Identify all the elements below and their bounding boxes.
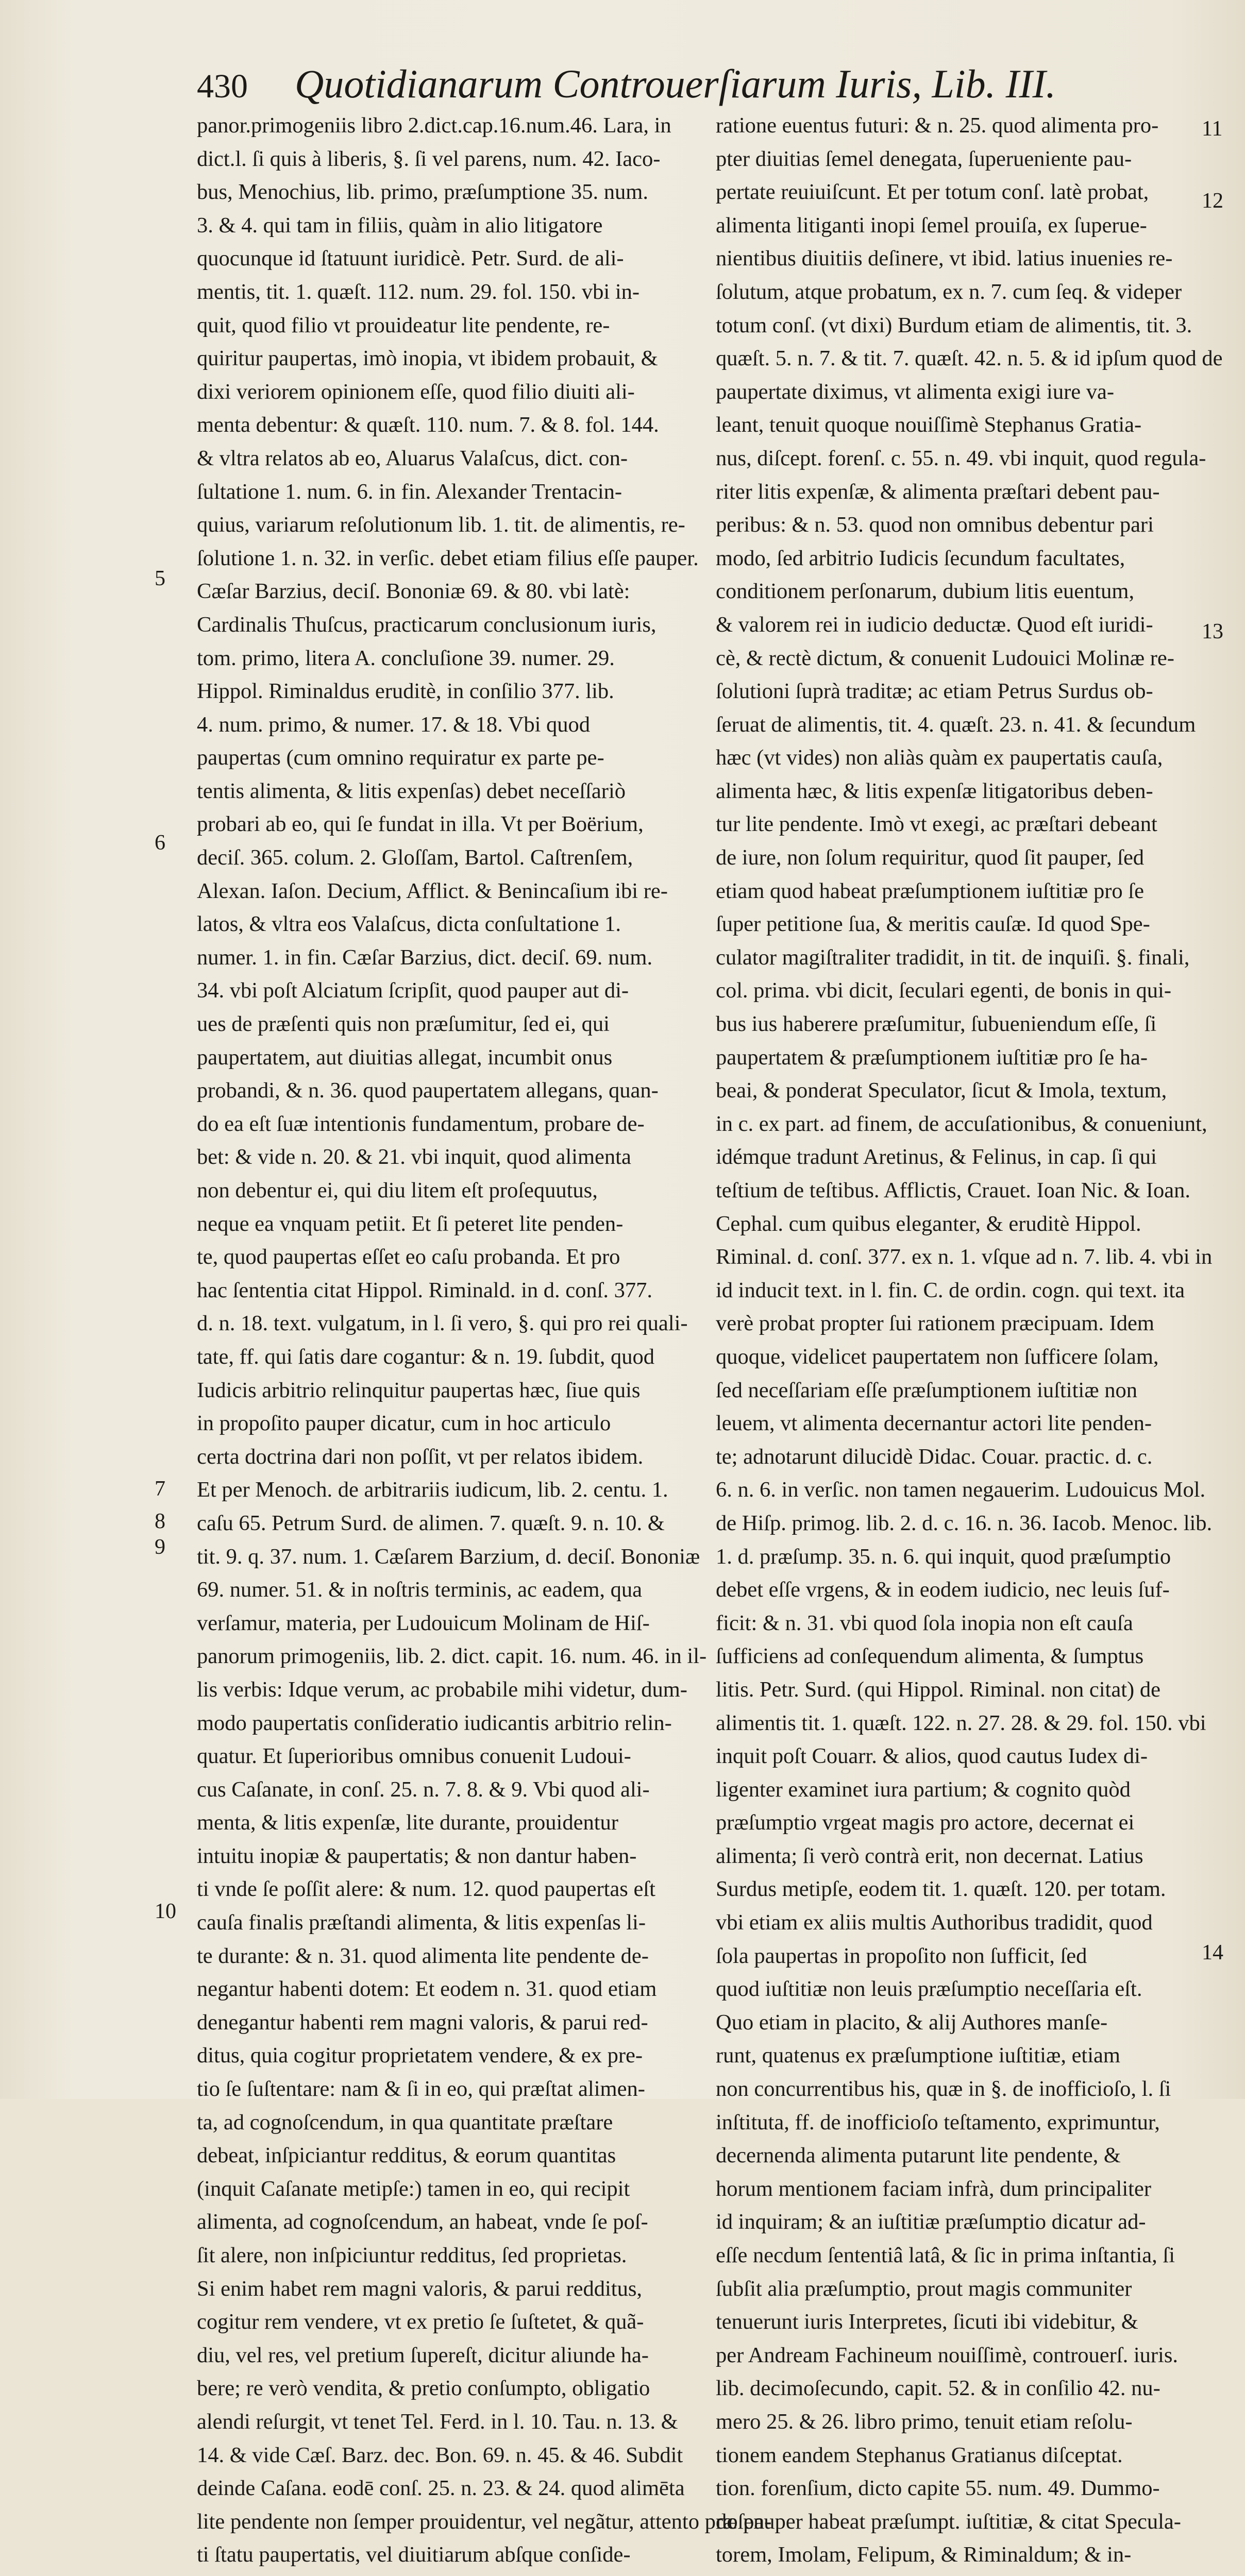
page-header: [197, 61, 1083, 112]
text-line: nus, diſcept. forenſ. c. 55. n. 49. vbi inquit, quod regula-: [716, 446, 1206, 470]
text-line: negantur habenti dotem: Et eodem n. 31. quod etiam: [197, 1977, 657, 2002]
text-line: idémque tradunt Aretinus, & Felinus, in cap. ſi qui: [716, 1145, 1157, 1170]
margin-number: 14: [1202, 1941, 1223, 1964]
text-line: de iure, non ſolum requiritur, quod ſit pauper, ſed: [716, 845, 1145, 870]
text-line: Hippol. Riminaldus eruditè, in conſilio 377. lib.: [197, 679, 614, 704]
text-line: tion. forenſium, dicto capite 55. num. 49. Dummo-: [716, 2476, 1160, 2501]
text-line: non concurrentibus his, quæ in §. de inofficioſo, l. ſi: [716, 2077, 1171, 2102]
text-line: Quo etiam in placito, & alij Authores manſe-: [716, 2010, 1108, 2035]
text-line: debeat, inſpiciantur redditus, & eorum quantitas: [197, 2143, 616, 2168]
text-line: non debentur ei, qui diu litem eſt proſequutus,: [197, 1178, 598, 1202]
text-line: paupertas (cum omnino requiratur ex parte pe-: [197, 745, 604, 770]
margin-number: 12: [1202, 189, 1223, 213]
text-line: hæc (vt vides) non aliàs quàm ex paupertatis cauſa,: [716, 745, 1163, 770]
text-line: deciſ. 365. colum. 2. Gloſſam, Bartol. Caſtrenſem,: [197, 845, 633, 870]
text-line: inſtituta, ff. de inofficioſo teſtamento, exprimuntur,: [716, 2110, 1160, 2134]
text-line: tenuerunt iuris Interpretes, ſicuti ibi videbitur, &: [716, 2310, 1138, 2334]
text-line: lite pendente non ſemper prouidentur, vel negãtur, attento præſen-: [197, 2509, 772, 2534]
text-line: pter diuitias ſemel denegata, ſuperueniente pau-: [716, 146, 1132, 171]
text-line: totum conſ. (vt dixi) Burdum etiam de alimentis, tit. 3.: [716, 313, 1192, 337]
text-line: d. n. 18. text. vulgatum, in l. ſi vero, §. qui pro rei quali-: [197, 1311, 688, 1336]
text-line: ratione euentus futuri: & n. 25. quod alimenta pro-: [716, 113, 1159, 138]
text-line: beai, & ponderat Speculator, ſicut & Imola, textum,: [716, 1078, 1167, 1103]
text-line: diu, vel res, vel pretium ſupereſt, dicitur aliunde ha-: [197, 2343, 649, 2367]
text-line: decernenda alimenta putarunt lite pendente, &: [716, 2143, 1121, 2168]
text-line: 3. & 4. qui tam in filiis, quàm in alio litigatore: [197, 213, 603, 238]
text-line: & vltra relatos ab eo, Aluarus Valaſcus, dict. con-: [197, 446, 628, 470]
text-line: runt, quatenus ex præſumptione iuſtitiæ, etiam: [716, 2043, 1120, 2068]
text-line: quatur. Et ſuperioribus omnibus conuenit Ludoui-: [197, 1744, 631, 1769]
text-line: vbi etiam ex aliis multis Authoribus tradidit, quod: [716, 1910, 1153, 1935]
text-line: culator magiſtraliter tradidit, in tit. de inquiſi. §. finali,: [716, 945, 1190, 970]
text-line: ligenter examinet iura partium; & cognito quòd: [716, 1777, 1131, 1802]
text-line: horum mentionem faciam infrà, dum principaliter: [716, 2176, 1151, 2201]
text-line: debet eſſe vrgens, & in eodem iudicio, nec leuis ſuf-: [716, 1578, 1170, 1602]
margin-number: 13: [1202, 620, 1223, 643]
text-line: (inquit Caſanate metipſe:) tamen in eo, qui recipit: [197, 2176, 630, 2201]
text-line: teſtium de teſtibus. Afflictis, Crauet. Ioan Nic. & Ioan.: [716, 1178, 1191, 1202]
text-line: bere; re verò vendita, & pretio conſumpto, obligatio: [197, 2376, 650, 2401]
text-line: torem, Imolam, Felipum, & Riminaldum; & in-: [716, 2543, 1132, 2567]
text-line: Et per Menoch. de arbitrariis iudicum, lib. 2. centu. 1.: [197, 1478, 668, 1502]
text-line: menta debentur: & quæſt. 110. num. 7. & 8. fol. 144.: [197, 413, 659, 437]
text-line: ditus, quia cogitur proprietatem vendere, & ex pre-: [197, 2043, 643, 2068]
text-line: intuitu inopiæ & paupertatis; & non dantur haben-: [197, 1843, 637, 1868]
text-line: ficit: & n. 31. vbi quod ſola inopia non eſt cauſa: [716, 1611, 1133, 1635]
text-line: alimenta hæc, & litis expenſæ litigatoribus deben-: [716, 778, 1153, 803]
left-text-column: [197, 109, 772, 2567]
text-line: bet: & vide n. 20. & 21. vbi inquit, quod alimenta: [197, 1145, 631, 1170]
text-line: Si enim habet rem magni valoris, & parui redditus,: [197, 2276, 642, 2301]
text-line: quod iuſtitiæ non leuis præſumptio neceſſaria eſt.: [716, 1977, 1142, 2002]
text-line: dixi veriorem opinionem eſſe, quod filio diuiti ali-: [197, 379, 635, 404]
text-line: ſola paupertas in propoſito non ſufficit, ſed: [716, 1943, 1087, 1968]
text-line: ſeruat de alimentis, tit. 4. quæſt. 23. n. 41. & ſecundum: [716, 712, 1196, 737]
text-line: probandi, & n. 36. quod paupertatem allegans, quan-: [197, 1078, 659, 1103]
text-line: quit, quod filio vt prouideatur lite pendente, re-: [197, 313, 610, 337]
text-line: tentis alimenta, & litis expenſas) debet neceſſariò: [197, 778, 626, 803]
text-line: pertate reuiuiſcunt. Et per totum conſ. latè probat,: [716, 180, 1149, 205]
text-line: ſuper petitione ſua, & meritis cauſæ. Id quod Spe-: [716, 912, 1150, 937]
text-line: modo, ſed arbitrio Iudicis ſecundum facultates,: [716, 546, 1125, 570]
text-line: alimenta; ſi verò contrà erit, non decernat. Latius: [716, 1843, 1143, 1868]
text-line: lis verbis: Idque verum, ac probabile mihi videtur, dum-: [197, 1677, 687, 1702]
text-line: 1. d. præſump. 35. n. 6. qui inquit, quod præſumptio: [716, 1544, 1171, 1569]
text-line: conditionem perſonarum, dubium litis euentum,: [716, 579, 1135, 604]
text-line: 14. & vide Cæſ. Barz. dec. Bon. 69. n. 45. & 46. Subdit: [197, 2443, 683, 2467]
text-line: dict.l. ſi quis à liberis, §. ſi vel parens, num. 42. Iaco-: [197, 146, 661, 171]
running-title: Quotidianarum Controuerſiarum Iuris, Lib. III.: [295, 61, 1056, 106]
text-line: litis. Petr. Surd. (qui Hippol. Riminal. non citat) de: [716, 1677, 1160, 1702]
text-line: tom. primo, litera A. concluſione 39. numer. 29.: [197, 646, 615, 670]
text-line: ti vnde ſe poſſit alere: & num. 12. quod paupertas eſt: [197, 1877, 655, 1902]
text-line: cè, & rectè dictum, & conuenit Ludouici Molinæ re-: [716, 646, 1174, 670]
text-line: ſed neceſſariam eſſe præſumptionem iuſtitiæ non: [716, 1378, 1137, 1402]
text-line: de Hiſp. primog. lib. 2. d. c. 16. n. 36. Iacob. Menoc. lib.: [716, 1511, 1213, 1535]
text-line: denegantur habenti rem magni valoris, & parui red-: [197, 2010, 648, 2035]
text-line: paupertate diximus, vt alimenta exigi iure va-: [716, 379, 1115, 404]
margin-number: 5: [155, 567, 165, 590]
text-line: eſſe necdum ſententiâ latâ, & ſic in prima inſtantia, ſi: [716, 2243, 1175, 2267]
text-line: quiritur paupertas, imò inopia, vt ibidem probauit, &: [197, 346, 658, 371]
text-line: Surdus metipſe, eodem tit. 1. quæſt. 120. per totam.: [716, 1877, 1166, 1902]
text-line: lib. decimoſecundo, capit. 52. & in conſilio 42. nu-: [716, 2376, 1160, 2401]
text-line: etiam quod habeat præſumptionem iuſtitiæ pro ſe: [716, 878, 1144, 903]
text-line: ſolutioni ſuprà traditæ; ac etiam Petrus Surdus ob-: [716, 679, 1153, 704]
text-line: panorum primogeniis, lib. 2. dict. capit. 16. num. 46. in il-: [197, 1644, 707, 1669]
margin-number: 6: [155, 831, 165, 855]
text-line: peribus: & n. 53. quod non omnibus debentur pari: [716, 513, 1154, 537]
text-line: ſit alere, non inſpiciuntur redditus, ſed proprietas.: [197, 2243, 627, 2267]
text-line: præſumptio vrgeat magis pro actore, decernat ei: [716, 1810, 1135, 1835]
text-line: Cardinalis Thuſcus, practicarum conclusionum iuris,: [197, 612, 657, 637]
text-line: neque ea vnquam petiit. Et ſi peteret lite penden-: [197, 1211, 624, 1236]
text-line: Iudicis arbitrio relinquitur paupertas hæc, ſiue quis: [197, 1378, 641, 1402]
text-line: in c. ex part. ad finem, de accuſationibus, & conueniunt,: [716, 1111, 1207, 1136]
text-line: [716, 2572, 1192, 2576]
text-line: 4. num. primo, & numer. 17. & 18. Vbi quod: [197, 712, 591, 737]
text-line: caſu 65. Petrum Surd. de alimen. 7. quæſt. 9. n. 10. &: [197, 1511, 665, 1535]
text-line: ta, ad cognoſcendum, in qua quantitate præſtare: [197, 2110, 613, 2134]
text-line: id inducit text. in l. fin. C. de ordin. cogn. qui text. ita: [716, 1278, 1185, 1302]
text-line: do ea eſt ſuæ intentionis fundamentum, probare de-: [197, 1111, 645, 1136]
text-line: quius, variarum reſolutionum lib. 1. tit. de alimentis, re-: [197, 513, 685, 537]
text-line: verſamur, materia, per Ludouicum Molinam de Hiſ-: [197, 1611, 650, 1635]
text-line: probari ab eo, qui ſe fundat in illa. Vt per Boërium,: [197, 812, 644, 837]
text-line: bus ius haberere præſumitur, ſubueniendum eſſe, ſi: [716, 1012, 1157, 1037]
text-line: quæſt. 5. n. 7. & tit. 7. quæſt. 42. n. 5. & id ipſum quod de: [716, 346, 1223, 371]
text-line: tur lite pendente. Imò vt exegi, ac præſtari debeant: [716, 812, 1157, 837]
text-line: paupertatem & præſumptionem iuſtitiæ pro ſe ha-: [716, 1045, 1148, 1070]
text-line: Cæſar Barzius, deciſ. Bononiæ 69. & 80. vbi latè:: [197, 579, 630, 604]
text-line: & valorem rei in iudicio deductæ. Quod eſt iuridi-: [716, 612, 1153, 637]
text-line: ſolutione 1. n. 32. in verſic. debet etiam filius eſſe pauper.: [197, 546, 699, 570]
text-line: ſultatione 1. num. 6. in fin. Alexander Trentacin-: [197, 479, 622, 504]
margin-number: 11: [1202, 117, 1223, 141]
text-line: 69. numer. 51. & in noſtris terminis, ac eadem, qua: [197, 1578, 642, 1602]
text-line: inquit poſt Couarr. & alios, quod cautus Iudex di-: [716, 1744, 1148, 1769]
text-line: ſolutum, atque probatum, ex n. 7. cum ſeq. & videper: [716, 279, 1182, 304]
text-line: 34. vbi poſt Alciatum ſcripſit, quod pauper aut di-: [197, 978, 629, 1003]
text-line: cauſa finalis præſtandi alimenta, & litis expenſas li-: [197, 1910, 646, 1935]
text-line: quocunque id ſtatuunt iuridicè. Petr. Surd. de ali-: [197, 246, 624, 271]
text-line: mentis, tit. 1. quæſt. 112. num. 29. fol. 150. vbi in-: [197, 279, 640, 304]
text-line: modo paupertatis conſideratio iudicantis arbitrio relin-: [197, 1710, 672, 1735]
text-line: tio ſe ſuſtentare: nam & ſi in eo, qui præſtat alimen-: [197, 2077, 645, 2102]
text-line: te, quod paupertas eſſet eo caſu probanda. Et pro: [197, 1245, 620, 1269]
text-line: riter litis expenſæ, & alimenta præſtari debent pau-: [716, 479, 1160, 504]
text-line: ſufficiens ad conſequendum alimenta, & ſumptus: [716, 1644, 1144, 1669]
margin-number: 7: [155, 1477, 165, 1501]
text-line: alimentis tit. 1. quæſt. 122. n. 27. 28. & 29. fol. 150. vbi: [716, 1710, 1206, 1735]
text-line: te; adnotarunt dilucidè Didac. Couar. practic. d. c.: [716, 1444, 1153, 1469]
text-line: alendi reſurgit, vt tenet Tel. Ferd. in l. 10. Tau. n. 13. &: [197, 2409, 678, 2434]
text-line: alimenta litiganti inopi ſemel prouiſa, ex ſuperue-: [716, 213, 1147, 238]
margin-number: 9: [155, 1535, 165, 1559]
text-line: 6. n. 6. in verſic. non tamen negauerim. Ludouicus Mol.: [716, 1478, 1206, 1502]
text-line: mero 25. & 26. libro primo, tenuit etiam reſolu-: [716, 2409, 1133, 2434]
text-line: ſubſit alia præſumptio, prout magis communiter: [716, 2276, 1132, 2301]
text-line: deinde Caſana. eodē conſ. 25. n. 23. & 24. quod alimēta: [197, 2476, 685, 2501]
text-line: bus, Menochius, lib. primo, præſumptione 35. num.: [197, 180, 648, 205]
page-number: 430: [197, 67, 248, 105]
text-line: certa doctrina dari non poſſit, vt per relatos ibidem.: [197, 1444, 644, 1469]
text-line: per Andream Fachineum nouiſſimè, controuerſ. iuris.: [716, 2343, 1179, 2367]
text-line: alimenta, ad cognoſcendum, an habeat, vnde ſe poſ-: [197, 2210, 648, 2234]
text-line: Riminal. d. conſ. 377. ex n. 1. vſque ad n. 7. lib. 4. vbi in: [716, 1245, 1213, 1269]
text-line: latos, & vltra eos Valaſcus, dicta conſultatione 1.: [197, 912, 621, 937]
text-line: te durante: & n. 31. quod alimenta lite pendente de-: [197, 1943, 649, 1968]
text-line: do pauper habeat præſumpt. iuſtitiæ, & citat Specula-: [716, 2509, 1181, 2534]
text-line: panor.primogeniis libro 2.dict.cap.16.num.46. Lara, in: [197, 113, 671, 138]
margin-number: 10: [155, 1900, 176, 1923]
text-line: tit. 9. q. 37. num. 1. Cæſarem Barzium, d. deciſ. Bononiæ: [197, 1544, 700, 1569]
text-line: cogitur rem vendere, vt ex pretio ſe ſuſtetet, & quã-: [197, 2310, 644, 2334]
text-line: ues de præſenti quis non præſumitur, ſed ei, qui: [197, 1012, 610, 1037]
text-line: id inquiram; & an iuſtitiæ præſumptio dicatur ad-: [716, 2210, 1146, 2234]
text-line: cus Caſanate, in conſ. 25. n. 7. 8. & 9. Vbi quod ali-: [197, 1777, 650, 1802]
text-line: ti ſtatu paupertatis, vel diuitiarum abſque conſide-: [197, 2543, 631, 2567]
text-line: Alexan. Iaſon. Decium, Afflict. & Benincaſium ibi re-: [197, 878, 668, 903]
text-line: hac ſententia citat Hippol. Riminald. in d. conſ. 377.: [197, 1278, 653, 1302]
text-line: tionem eandem Stephanus Gratianus diſceptat.: [716, 2443, 1123, 2467]
text-line: paupertatem, aut diuitias allegat, incumbit onus: [197, 1045, 613, 1070]
text-line: in propoſito pauper dicatur, cum in hoc articulo: [197, 1411, 611, 1436]
text-line: Cephal. cum quibus eleganter, & eruditè Hippol.: [716, 1211, 1141, 1236]
text-line: tate, ff. qui ſatis dare cogantur: & n. 19. ſubdit, quod: [197, 1344, 654, 1369]
text-line: quoque, videlicet paupertatem non ſufficere ſolam,: [716, 1344, 1159, 1369]
text-line: leuem, vt alimenta decernantur actori lite penden-: [716, 1411, 1152, 1436]
text-line: leant, tenuit quoque nouiſſimè Stephanus Gratia-: [716, 413, 1142, 437]
margin-number: 8: [155, 1510, 165, 1533]
text-line: verè probat propter ſui rationem præcipuam. Idem: [716, 1311, 1154, 1336]
text-line: numer. 1. in fin. Cæſar Barzius, dict. deciſ. 69. num.: [197, 945, 653, 970]
text-line: nientibus diuitiis deſinere, vt ibid. latius inuenies re-: [716, 246, 1173, 271]
text-line: col. prima. vbi dicit, ſeculari egenti, de bonis in qui-: [716, 978, 1172, 1003]
text-line: menta, & litis expenſæ, lite durante, prouidentur: [197, 1810, 618, 1835]
